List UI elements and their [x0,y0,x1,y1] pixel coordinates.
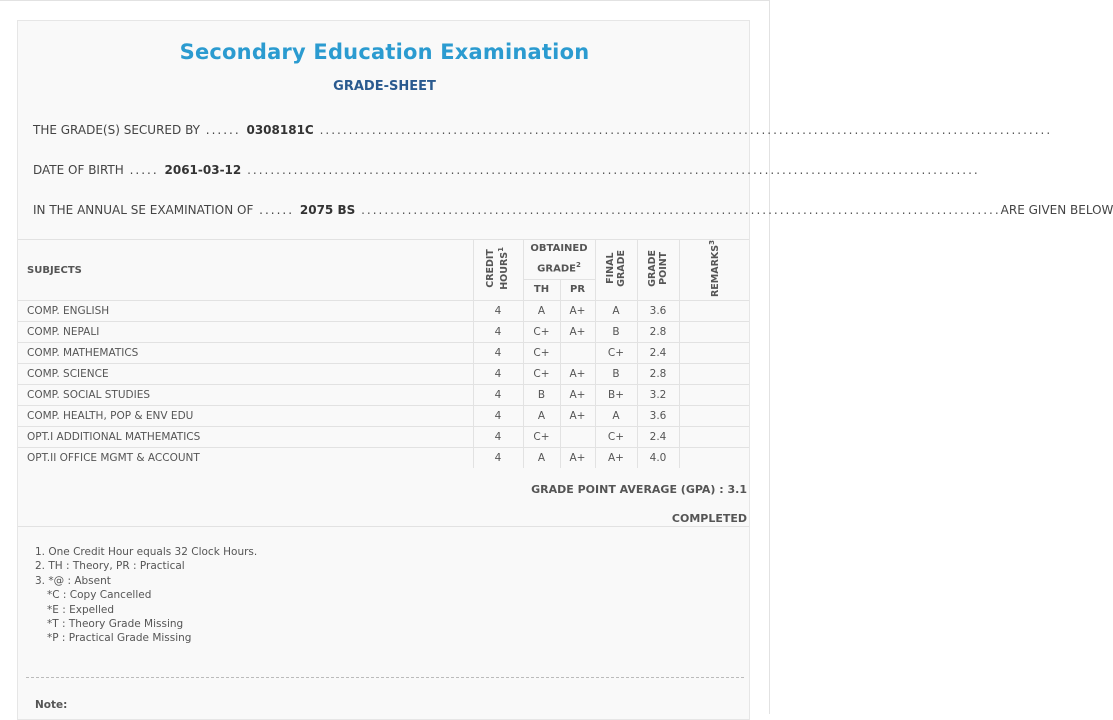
gpa-summary: GRADE POINT AVERAGE (GPA) : 3.1 [531,483,747,496]
grade-point-cell: 2.8 [637,364,679,385]
th-grade-cell: C+ [523,364,560,385]
footnote-subitem: *T : Theory Grade Missing [47,618,184,631]
pr-grade-cell [560,343,595,364]
pr-grade-cell: A+ [560,301,595,322]
credit-cell: 4 [473,343,523,364]
remarks-cell [679,364,749,385]
subject-cell: COMP. ENGLISH [18,301,473,322]
final-grade-cell: A [595,301,637,322]
exam-year: 2075 BS [299,203,356,217]
grades-table [18,239,749,468]
credit-cell: 4 [473,385,523,406]
note-label: Note: [35,699,68,711]
credit-cell: 4 [473,448,523,469]
grade-point-cell: 3.6 [637,406,679,427]
final-grade-cell: B+ [595,385,637,406]
exam-line: IN THE ANNUAL SE EXAMINATION OF ...... 2075 BS .............................................................................................................. ARE GIVEN BELOW [33,203,1113,217]
th-header: TH [523,279,560,300]
table-row [18,364,749,385]
grade-sheet [17,20,1113,720]
final-grade-cell: A+ [595,448,637,469]
final-grade-cell: C+ [595,343,637,364]
pr-grade-cell: A+ [560,448,595,469]
subject-cell: COMP. NEPALI [18,322,473,343]
pr-grade-cell: A+ [560,385,595,406]
grade-point-cell: 2.4 [637,343,679,364]
subject-cell: COMP. MATHEMATICS [18,343,473,364]
exam-label: IN THE ANNUAL SE EXAMINATION OF [33,203,254,217]
credit-cell: 4 [473,427,523,448]
grade-point-cell: 2.4 [637,427,679,448]
pr-grade-cell: A+ [560,406,595,427]
grade-point-cell: 4.0 [637,448,679,469]
divider [18,526,749,527]
th-grade-cell: A [523,301,560,322]
subject-cell: COMP. SCIENCE [18,364,473,385]
pr-grade-cell: A+ [560,322,595,343]
secured-by-line: THE GRADE(S) SECURED BY ...... 0308181C .............................................................................................................................. [33,123,1053,137]
subject-cell: OPT.II OFFICE MGMT & ACCOUNT [18,448,473,469]
dob-line: DATE OF BIRTH ..... 2061-03-12 .............................................................................................................................. [33,163,980,177]
subjects-header: SUBJECTS [18,240,473,301]
pr-header: PR [560,279,595,300]
credit-cell: 4 [473,301,523,322]
table-row [18,343,749,364]
subject-cell: COMP. HEALTH, POP & ENV EDU [18,406,473,427]
grade-point-cell: 3.6 [637,301,679,322]
grade-point-cell: 3.2 [637,385,679,406]
table-row [18,448,749,469]
grade-point-cell: 2.8 [637,322,679,343]
footnotes [35,545,257,646]
th-grade-cell: A [523,448,560,469]
final-grade-header: FINAL GRADE [595,240,637,301]
table-row [18,301,749,322]
grade-point-header: GRADE POINT [637,240,679,301]
th-grade-cell: A [523,406,560,427]
symbol-number: 0308181C [246,123,314,137]
grades-body [18,301,749,469]
th-grade-cell: C+ [523,343,560,364]
remarks-cell [679,343,749,364]
exam-suffix: ARE GIVEN BELOW [1000,203,1113,217]
table-row [18,385,749,406]
remarks-cell [679,322,749,343]
dob-value: 2061-03-12 [164,163,242,177]
credit-cell: 4 [473,406,523,427]
remarks-header: REMARKS$^3$ [679,240,749,301]
sheet-subtitle: GRADE-SHEET [333,79,436,94]
subject-cell: OPT.I ADDITIONAL MATHEMATICS [18,427,473,448]
table-row [18,406,749,427]
final-grade-cell: B [595,322,637,343]
remarks-cell [679,406,749,427]
remarks-cell [679,427,749,448]
credit-cell: 4 [473,322,523,343]
secured-by-label: THE GRADE(S) SECURED BY [33,123,200,137]
obtained-grade-header: OBTAINED GRADE$^2$ [523,240,595,280]
th-grade-cell: B [523,385,560,406]
footnote-subitem: *E : Expelled [47,603,115,616]
th-grade-cell: C+ [523,427,560,448]
remarks-cell [679,448,749,469]
pr-grade-cell [560,427,595,448]
footnote-subitem: *P : Practical Grade Missing [47,632,192,645]
footnote-item: 2. TH : Theory, PR : Practical [35,560,185,573]
credit-hours-header: CREDIT HOURS$^1$ [473,240,523,301]
result-status: COMPLETED [671,512,747,525]
final-grade-cell: B [595,364,637,385]
dob-label: DATE OF BIRTH [33,163,124,177]
footnote-subitem: *C : Copy Cancelled [47,589,152,602]
remarks-cell [679,301,749,322]
final-grade-cell: A [595,406,637,427]
pr-grade-cell: A+ [560,364,595,385]
table-row [18,322,749,343]
final-grade-cell: C+ [595,427,637,448]
remarks-cell [679,385,749,406]
footnote-item: 3. *@ : Absent [35,574,111,587]
credit-cell: 4 [473,364,523,385]
table-row [18,427,749,448]
page-title: Secondary Education Examination [179,40,590,64]
footnote-item: 1. One Credit Hour equals 32 Clock Hours. [35,546,258,558]
dashed-divider [26,677,744,678]
subject-cell: COMP. SOCIAL STUDIES [18,385,473,406]
th-grade-cell: C+ [523,322,560,343]
